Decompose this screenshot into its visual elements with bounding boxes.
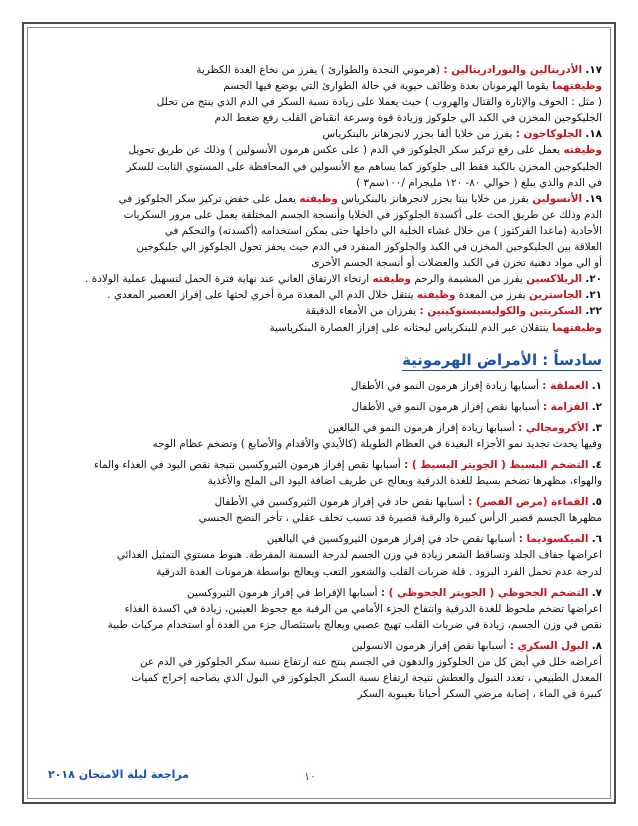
disease-cause: أسبابها نقص إفراز هرمون الثيروكسين نتيجة نقص اليود في الغذاء والماء — [93, 458, 401, 471]
item-number: ٤. — [591, 458, 602, 471]
hormone-20-line-1 — [36, 271, 602, 287]
hormone-19-line-4: العلاقة بين الجليكوجين المخزن في الكبد والجلوكوز المنفرد في الدم حيث يحفز تحول الجلوكوز الي جليكوجين — [136, 241, 602, 254]
hormone-title: الريلاكسين — [526, 273, 583, 286]
item-number: ١٧. — [585, 64, 602, 76]
disease-cause: أسبابها نقص إفراز هرمون النمو في الأطفال — [351, 400, 540, 413]
hormone-source: يفرز من المعدة — [455, 289, 526, 302]
disease-cause: أسبابها زيادة إفراز هرمون النمو في البالغين — [328, 421, 515, 434]
item-number: ٢. — [591, 400, 602, 413]
hormone-source: يفرز من المشيمة والرحم — [411, 273, 523, 286]
hormone-22-line-2 — [36, 320, 602, 336]
item-number: ٢١. — [585, 289, 602, 302]
disease-8-line-3: المعدل الطبيعي ، تعدد التبول والعطش نتيجة ارتفاع نسبة السكر الجلوكوز في البول الذي يصاحبه إخراج كميات — [131, 672, 602, 685]
function-text: ينتقلان عبر الدم للبنكرياس ليحثانه على إفراز العصارة البنكرياسية — [269, 321, 549, 334]
hormone-source: يفرز من خلايا بيتا بجزر لانجرهانز بالبنكرياس — [337, 192, 529, 205]
hormone-22-line-1 — [36, 303, 602, 319]
disease-title: التضخم البسيط ( الجويتر البسيط ) : — [404, 458, 589, 471]
function-label: وظيفتهما — [552, 80, 602, 93]
hormone-17-line-3: ( مثل : الخوف والإثارة والقتال والهروب ) حيث يعملا على زيادة نسبة السكر في الدم الذي ينتج من تحلل — [156, 96, 602, 109]
disease-2 — [36, 399, 602, 415]
hormone-17-line-2 — [36, 78, 602, 94]
hormone-18-line-3: الجليكوجين المخزن بالكبد فقط الى جلوكوز كما يساهم مع الأنسولين في المحافظة على المستوي الثابت للسكر — [126, 160, 602, 173]
item-number: ٢٢. — [585, 305, 602, 318]
disease-cause: أسبابها نقص حاد في إفراز هرمون الثيروكسين في الأطفال — [214, 496, 465, 509]
disease-title: القزامة : — [542, 400, 589, 413]
disease-4-line-1 — [36, 457, 602, 473]
disease-title: الميكسوديما : — [518, 533, 589, 546]
disease-3-line-1 — [36, 420, 602, 436]
disease-6-line-2: اعراضها جفاف الجلد وتساقط الشعر زيادة في وزن الجسم لدرجة السمنة المفرطة. هبوط مستوي التمثيل الغذائي — [116, 549, 602, 562]
disease-7-line-2: اعراضها تضخم ملحوظ للغدة الدرقية وانتفاخ الجزء الأمامي من الرقبة مع جحوظ العينين، زيادة في اكسدة الغذاء — [124, 602, 602, 615]
function-text: ارتخاء الارتفاق العاني عند نهاية فترة الحمل لتسهيل عملية الولادة . — [85, 273, 370, 286]
hormone-18-line-4: في الدم والذي يبلغ ( حوالي ٨٠- ١٢٠ مليجرام /١٠٠سم٣ ) — [356, 176, 602, 189]
hormone-title: الأدرينالين والنورادرينالين : — [443, 64, 583, 76]
hormone-18-line-2 — [36, 142, 602, 158]
item-number: ١٩. — [585, 192, 602, 205]
disease-cause: أسبابها نقص إفراز هرمون الانسولين — [351, 639, 507, 652]
hormone-19-line-1 — [36, 191, 602, 207]
disease-title: الأكرومجالي : — [518, 421, 589, 434]
disease-8-line-2: أعراضه خلل في أيض كل من الجلوكوز والدهون في الجسم ينتج عنه ارتفاع نسبة سكر الجلوكوز في الدم عن — [139, 656, 602, 668]
function-label: وظيفته — [299, 192, 338, 205]
hormone-source: (هرموني النجدة والطوارئ ) يفرز من نخاع الغدة الكظرية — [196, 64, 441, 76]
function-label: وظيفتهما — [552, 321, 602, 334]
item-number: ١٨. — [585, 128, 602, 141]
function-label: وظيفته — [563, 144, 602, 157]
item-number: ٦. — [591, 533, 602, 546]
disease-8-line-4: كبيرة في الماء ، إصابة مرضي السكر أحيانا بغيبوبة السكر — [357, 688, 602, 701]
disease-7-line-3: نقص في وزن الجسم، زيادة في ضربات القلب تهيج عصبي ويعالج باستئصال جزء من الغدة أو استخدام مركبات طبية — [107, 618, 602, 631]
function-text: يعمل على خفض تركيز سكر الجلوكوز في — [118, 192, 297, 205]
item-number: ٢٠. — [585, 273, 602, 286]
page-number: ١٠ — [304, 770, 316, 783]
page-content — [36, 62, 602, 702]
function-text: يعمل على رفع تركيز سكر الجلوكوز في الدم ( على عكس هرمون الأنسولين ) وذلك عن طريق تحويل — [128, 144, 561, 157]
disease-7-line-1 — [36, 585, 602, 601]
hormone-17-line-4: الجليكوجين المخزن في الكبد الي جلوكوز وزيادة قوة وسرعة انقباض القلب رفع ضغط الدم — [214, 112, 602, 125]
item-number: ٥. — [591, 496, 602, 509]
disease-1 — [36, 378, 602, 394]
hormone-19-line-5: أو الي مواد دهنية تخزن في الكبد والعضلات أو أنسجة الجسم الأخرى — [311, 257, 602, 270]
hormone-17-line-1 — [36, 62, 602, 78]
hormone-title: الأنسولين — [532, 192, 583, 205]
hormone-18-line-1 — [36, 126, 602, 142]
disease-8-line-1 — [36, 638, 602, 654]
disease-6-line-3: لدرجة عدم تحمل الفرد البرود . قلة ضربات القلب والشعور التعب ويعالج بواسطة هرمونات الغدة الدرقية — [156, 565, 602, 578]
disease-title: التضخم الجحوظي ( الجويتر الجحوظي ) : — [380, 586, 589, 599]
function-text: يقوما الهرمونان بعدة وظائف حيوية في حالة الطوارئ التي يوضع فيها الجسم — [223, 80, 549, 93]
disease-cause: أسبابها الإفراط في إفراز هرمون الثيروكسين — [187, 586, 378, 599]
disease-4-line-2: والهواء، مظهرها تضخم بسيط للغدة الدرقية ويعالج عن طريف اضافة اليود الى الملح والأغذية — [207, 475, 602, 488]
disease-title: القماءة (مرض القصر) : — [468, 496, 589, 509]
hormone-source: يفرزان من الأمعاء الدقيقة — [305, 305, 417, 318]
disease-title: العملقة : — [542, 379, 589, 392]
hormone-title: الجلوكاجون : — [515, 128, 583, 141]
disease-5-line-1 — [36, 494, 602, 510]
footer-title: مراجعة ليلة الامتحان ٢٠١٨ — [48, 768, 190, 781]
hormone-title: الجاسترين — [529, 289, 583, 302]
hormone-21-line-1 — [36, 287, 602, 303]
disease-5-line-2: مظهرها الجسم قصير الرأس كبيرة والرقبة قصيرة قد تسبب تخلف عقلي ، تأخر النضج الجنسي — [198, 512, 602, 525]
disease-title: البول السكري : — [509, 639, 589, 652]
hormone-title: السكريتين والكوليسيستوكينين : — [419, 305, 583, 318]
hormone-19-line-2: الدم وذلك عن طريق الحث على أكسدة الجلوكوز في الخلايا وأنسجة الجسم المختلفة يعمل على مرور السكريات — [123, 208, 602, 221]
hormone-19-line-3: الأحادية (ماعدا الفركتوز ) من خلال غشاء الخلية الي داخلها حتى يمكن استخدامه (أكسدته) والتحكم في — [164, 224, 602, 237]
item-number: ٨. — [591, 639, 602, 652]
item-number: ١. — [591, 379, 602, 392]
function-label: وظيفته — [372, 273, 412, 286]
disease-cause: أسبابها نقص حاد في إفراز هرمون الثيروكسين في البالغين — [266, 533, 516, 546]
function-label: وظيفته — [416, 289, 456, 302]
function-text: ينتقل خلال الدم الي المعدة مرة أخري لحثها على إفراز العصير المعدي . — [107, 289, 414, 302]
disease-6-line-1 — [36, 531, 602, 547]
disease-cause: أسبابها زيادة إفراز هرمون النمو في الأطفال — [350, 379, 539, 392]
section-heading — [36, 350, 602, 370]
item-number: ٧. — [591, 586, 602, 599]
item-number: ٣. — [591, 421, 602, 434]
disease-3-line-2: وفيها يحدث تجديد نمو الأجزاء البعيدة في العظام الطويلة (كالأيدي والأقدام والأصابع ) وتضخم عظام الوجه — [152, 437, 602, 450]
section-title-text: سادساً : الأمراض الهرمونية — [402, 350, 602, 369]
hormone-source: يفرز من خلايا ألفا بجزر لانجرهانز بالبنكرياس — [322, 128, 513, 141]
